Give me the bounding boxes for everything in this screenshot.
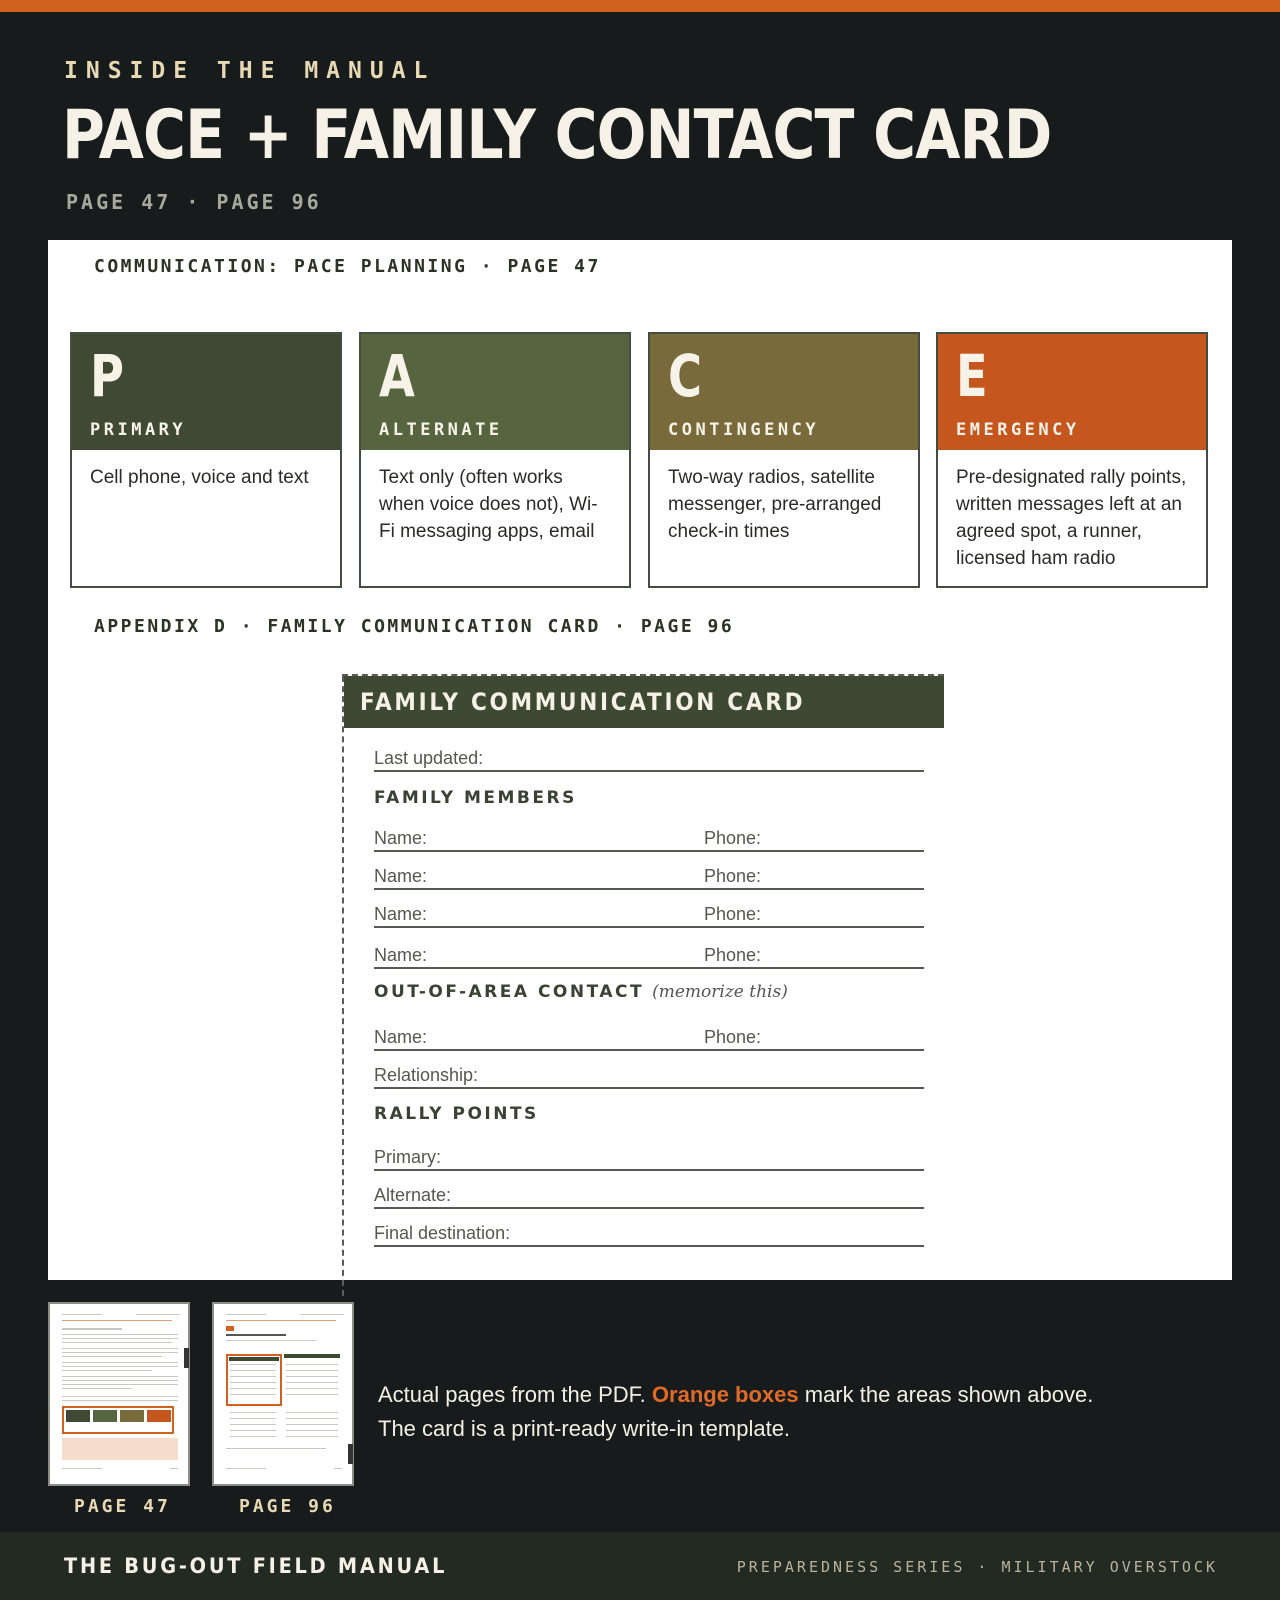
pace-name: ALTERNATE	[379, 420, 503, 440]
content-panel	[48, 240, 1232, 1280]
family-member-row	[374, 902, 924, 928]
pace-description: Cell phone, voice and text	[90, 467, 309, 488]
pace-description: Text only (often works when voice does not), Wi-Fi messaging apps, email	[379, 467, 598, 542]
pace-card-contingency	[648, 332, 920, 588]
rally-final-field	[374, 1221, 924, 1247]
name-label: Name:	[374, 866, 428, 886]
footer-brand: THE BUG-OUT FIELD MANUAL	[64, 1554, 448, 1578]
pace-letter: E	[956, 342, 988, 410]
page-references: PAGE 47 · PAGE 96	[66, 190, 322, 214]
phone-label: Phone:	[704, 945, 762, 965]
page-96-label: PAGE 96	[239, 1496, 336, 1517]
pace-card-header	[72, 334, 340, 450]
footer	[0, 1532, 1280, 1600]
caption-highlight: Orange boxes	[651, 1382, 799, 1407]
family-communication-card	[342, 676, 942, 1296]
pace-description: Two-way radios, satellite messenger, pre-arranged check-in times	[668, 467, 882, 542]
family-member-row	[374, 864, 924, 890]
pace-card-alternate	[359, 332, 631, 588]
card-header	[344, 676, 944, 728]
name-label: Name:	[374, 1027, 428, 1047]
page-title: PACE + FAMILY CONTACT CARD	[62, 96, 1052, 175]
field-label: Last updated:	[374, 748, 484, 768]
top-accent-bar	[0, 0, 1280, 12]
appendix-section-label: APPENDIX D · FAMILY COMMUNICATION CARD · PAGE 96	[94, 616, 735, 637]
last-updated-field	[374, 746, 924, 772]
page-47-thumbnail[interactable]	[48, 1302, 190, 1486]
caption-text: Actual pages from the PDF.	[378, 1382, 652, 1407]
final-destination-label: Final destination:	[374, 1223, 511, 1243]
pace-card-emergency	[936, 332, 1208, 588]
footer-series: PREPAREDNESS SERIES · MILITARY OVERSTOCK	[736, 1558, 1218, 1576]
out-of-area-title: OUT-OF-AREA CONTACT	[374, 982, 645, 1002]
pace-card-header	[650, 334, 918, 450]
pace-letter: P	[90, 342, 125, 410]
family-members-heading: FAMILY MEMBERS	[374, 788, 577, 808]
relationship-label: Relationship:	[374, 1065, 479, 1085]
rally-primary-field	[374, 1145, 924, 1171]
card-title: FAMILY COMMUNICATION CARD	[360, 688, 806, 716]
pace-letter: A	[379, 342, 415, 410]
out-of-area-row	[374, 1025, 924, 1051]
thumbnail-caption	[378, 1378, 1098, 1446]
alternate-label: Alternate:	[374, 1185, 452, 1205]
rally-points-heading: RALLY POINTS	[374, 1104, 539, 1124]
relationship-field	[374, 1063, 924, 1089]
phone-label: Phone:	[704, 1027, 762, 1047]
name-label: Name:	[374, 904, 428, 924]
name-label: Name:	[374, 945, 428, 965]
family-member-row	[374, 826, 924, 852]
pace-name: CONTINGENCY	[668, 420, 820, 440]
page-47-label: PAGE 47	[74, 1496, 171, 1517]
phone-label: Phone:	[704, 904, 762, 924]
page-96-thumbnail[interactable]	[212, 1302, 354, 1486]
pace-letter: C	[668, 342, 703, 410]
pace-card-primary	[70, 332, 342, 588]
phone-label: Phone:	[704, 866, 762, 886]
primary-label: Primary:	[374, 1147, 441, 1167]
eyebrow-label: INSIDE THE MANUAL	[64, 58, 436, 84]
pace-section-label: COMMUNICATION: PACE PLANNING · PAGE 47	[94, 256, 601, 277]
pace-description: Pre-designated rally points, written messages left at an agreed spot, a runner, licensed ham radio	[956, 467, 1187, 569]
pace-name: EMERGENCY	[956, 420, 1080, 440]
phone-label: Phone:	[704, 828, 762, 848]
pace-card-header	[361, 334, 629, 450]
out-of-area-heading	[374, 982, 788, 1002]
caption-text-end: mark the areas shown above. The card is a print-ready write-in template.	[378, 1382, 1094, 1441]
family-member-row	[374, 943, 924, 969]
rally-alternate-field	[374, 1183, 924, 1209]
pace-card-header	[938, 334, 1206, 450]
memorize-note: (memorize this)	[652, 982, 788, 1002]
name-label: Name:	[374, 828, 428, 848]
pace-name: PRIMARY	[90, 420, 187, 440]
